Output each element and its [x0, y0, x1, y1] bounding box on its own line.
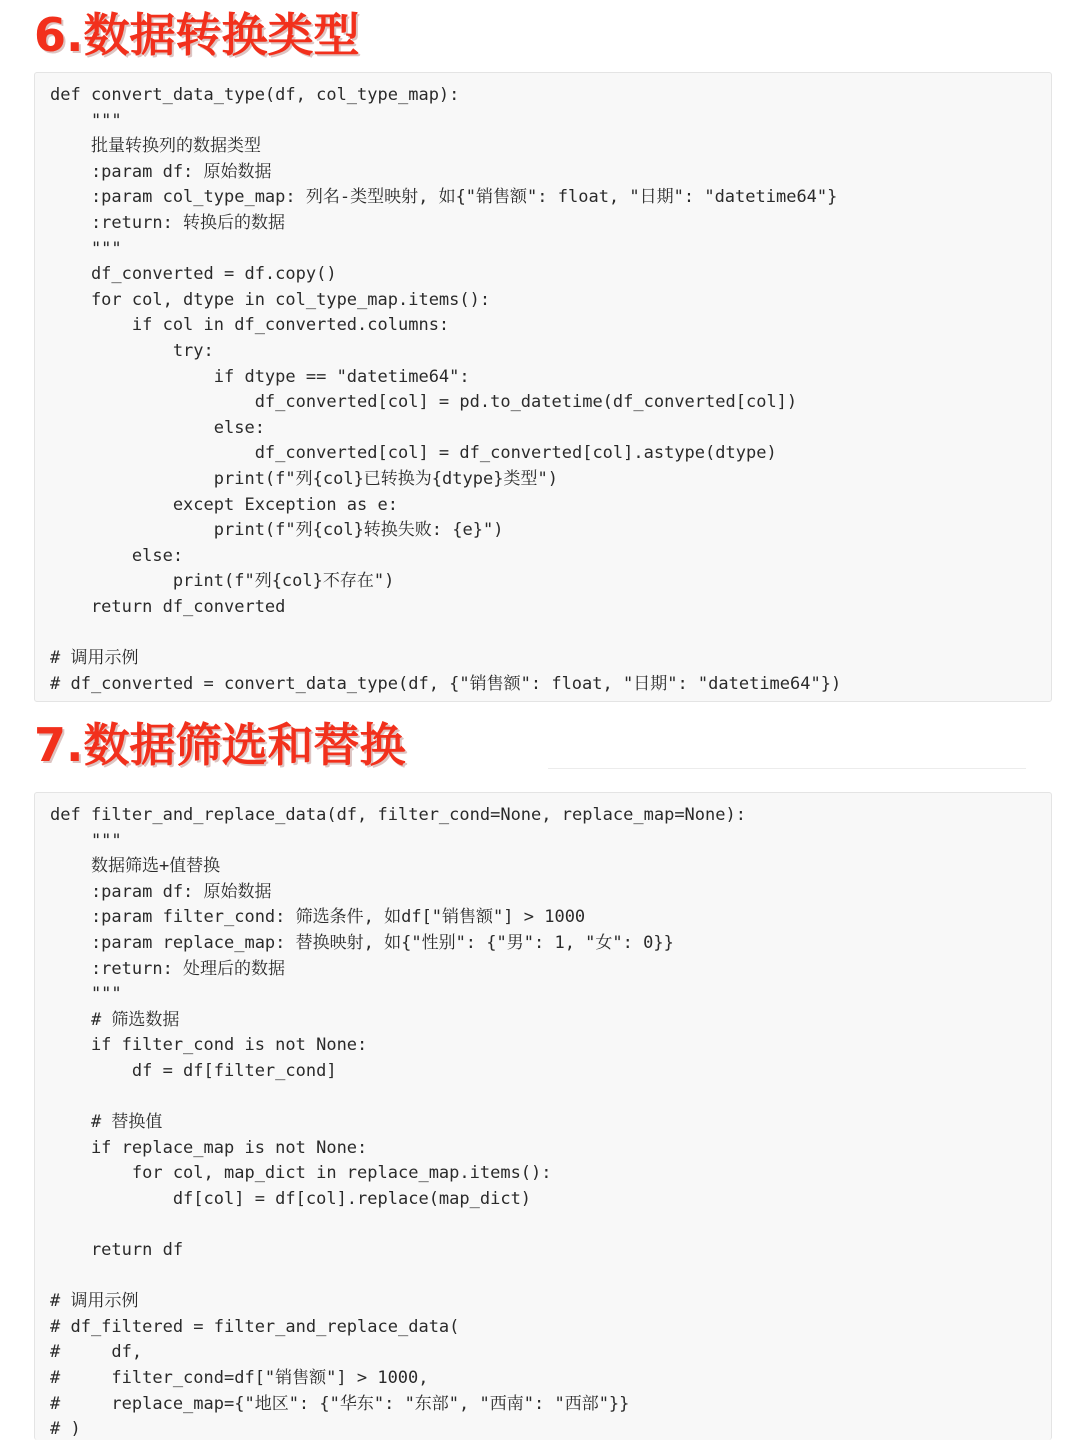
code-line: if col in df_converted.columns: — [50, 315, 450, 336]
code-line: """ — [50, 984, 122, 1005]
code-line: # 筛选数据 — [50, 1009, 180, 1030]
code-line: df_converted[col] = df_converted[col].astype(dtype) — [50, 443, 777, 464]
code-line: # df, — [50, 1342, 143, 1363]
code-line: df_converted = df.copy() — [50, 264, 337, 285]
code-line: if dtype == "datetime64": — [50, 366, 470, 387]
code-line: 批量转换列的数据类型 — [50, 136, 261, 157]
code-block-convert-data-type — [34, 72, 1052, 702]
code-line: print(f"列{col}不存在") — [50, 571, 395, 592]
code-line: :param df: 原始数据 — [50, 881, 272, 902]
code-line: # replace_map={"地区": {"华东": "东部", "西南": "西部"}} — [50, 1393, 630, 1414]
code-line: if filter_cond is not None: — [50, 1035, 368, 1056]
code-line: for col, dtype in col_type_map.items(): — [50, 289, 491, 310]
code-line: return df — [50, 1240, 184, 1261]
code-line: :param filter_cond: 筛选条件, 如df["销售额"] > 1000 — [50, 907, 586, 928]
code-line: :param col_type_map: 列名-类型映射, 如{"销售额": float, "日期": "datetime64"} — [50, 187, 838, 208]
code-line: if replace_map is not None: — [50, 1137, 368, 1158]
section-heading-filter-and-replace: 7.数据筛选和替换 — [34, 718, 406, 772]
code-line: def convert_data_type(df, col_type_map): — [50, 85, 460, 105]
code-line: # 替换值 — [50, 1112, 163, 1133]
code-line: df[col] = df[col].replace(map_dict) — [50, 1188, 532, 1209]
divider — [548, 768, 1026, 769]
code-line — [50, 620, 1041, 646]
code-line: for col, map_dict in replace_map.items(): — [50, 1163, 552, 1184]
code-line: # 调用示例 — [50, 648, 139, 669]
code-line: # df_filtered = filter_and_replace_data( — [50, 1316, 460, 1337]
code-line: # df_converted = convert_data_type(df, {"销售额": float, "日期": "datetime64"}) — [50, 673, 842, 694]
code-line — [50, 1264, 1041, 1290]
code-line: # 调用示例 — [50, 1291, 139, 1312]
code-line: return df_converted — [50, 596, 286, 617]
code-line: :return: 转换后的数据 — [50, 212, 286, 233]
code-line — [50, 1085, 1041, 1111]
code-line: """ — [50, 238, 122, 259]
code-line: # ) — [50, 1419, 81, 1440]
code-line: print(f"列{col}已转换为{dtype}类型") — [50, 468, 558, 489]
code-line: def filter_and_replace_data(df, filter_cond=None, replace_map=None): — [50, 805, 746, 825]
code-line: else: — [50, 417, 265, 438]
code-line: except Exception as e: — [50, 494, 398, 515]
code-lines — [50, 83, 1041, 697]
code-line: # filter_cond=df["销售额"] > 1000, — [50, 1368, 429, 1389]
section-heading-convert-data-type: 6.数据转换类型 — [34, 8, 360, 62]
code-line — [50, 1213, 1041, 1239]
code-line: try: — [50, 340, 214, 361]
code-line: 数据筛选+值替换 — [50, 856, 221, 877]
code-line: print(f"列{col}转换失败: {e}") — [50, 520, 504, 541]
code-line: :param replace_map: 替换映射, 如{"性别": {"男": 1, "女": 0}} — [50, 932, 674, 953]
code-line: df = df[filter_cond] — [50, 1060, 337, 1081]
code-line: """ — [50, 830, 122, 851]
code-line: """ — [50, 110, 122, 131]
code-lines — [50, 803, 1041, 1443]
code-block-filter-and-replace — [34, 792, 1052, 1440]
code-line: :param df: 原始数据 — [50, 161, 272, 182]
code-line: else: — [50, 545, 184, 566]
code-line: df_converted[col] = pd.to_datetime(df_converted[col]) — [50, 392, 798, 413]
code-line: :return: 处理后的数据 — [50, 958, 286, 979]
